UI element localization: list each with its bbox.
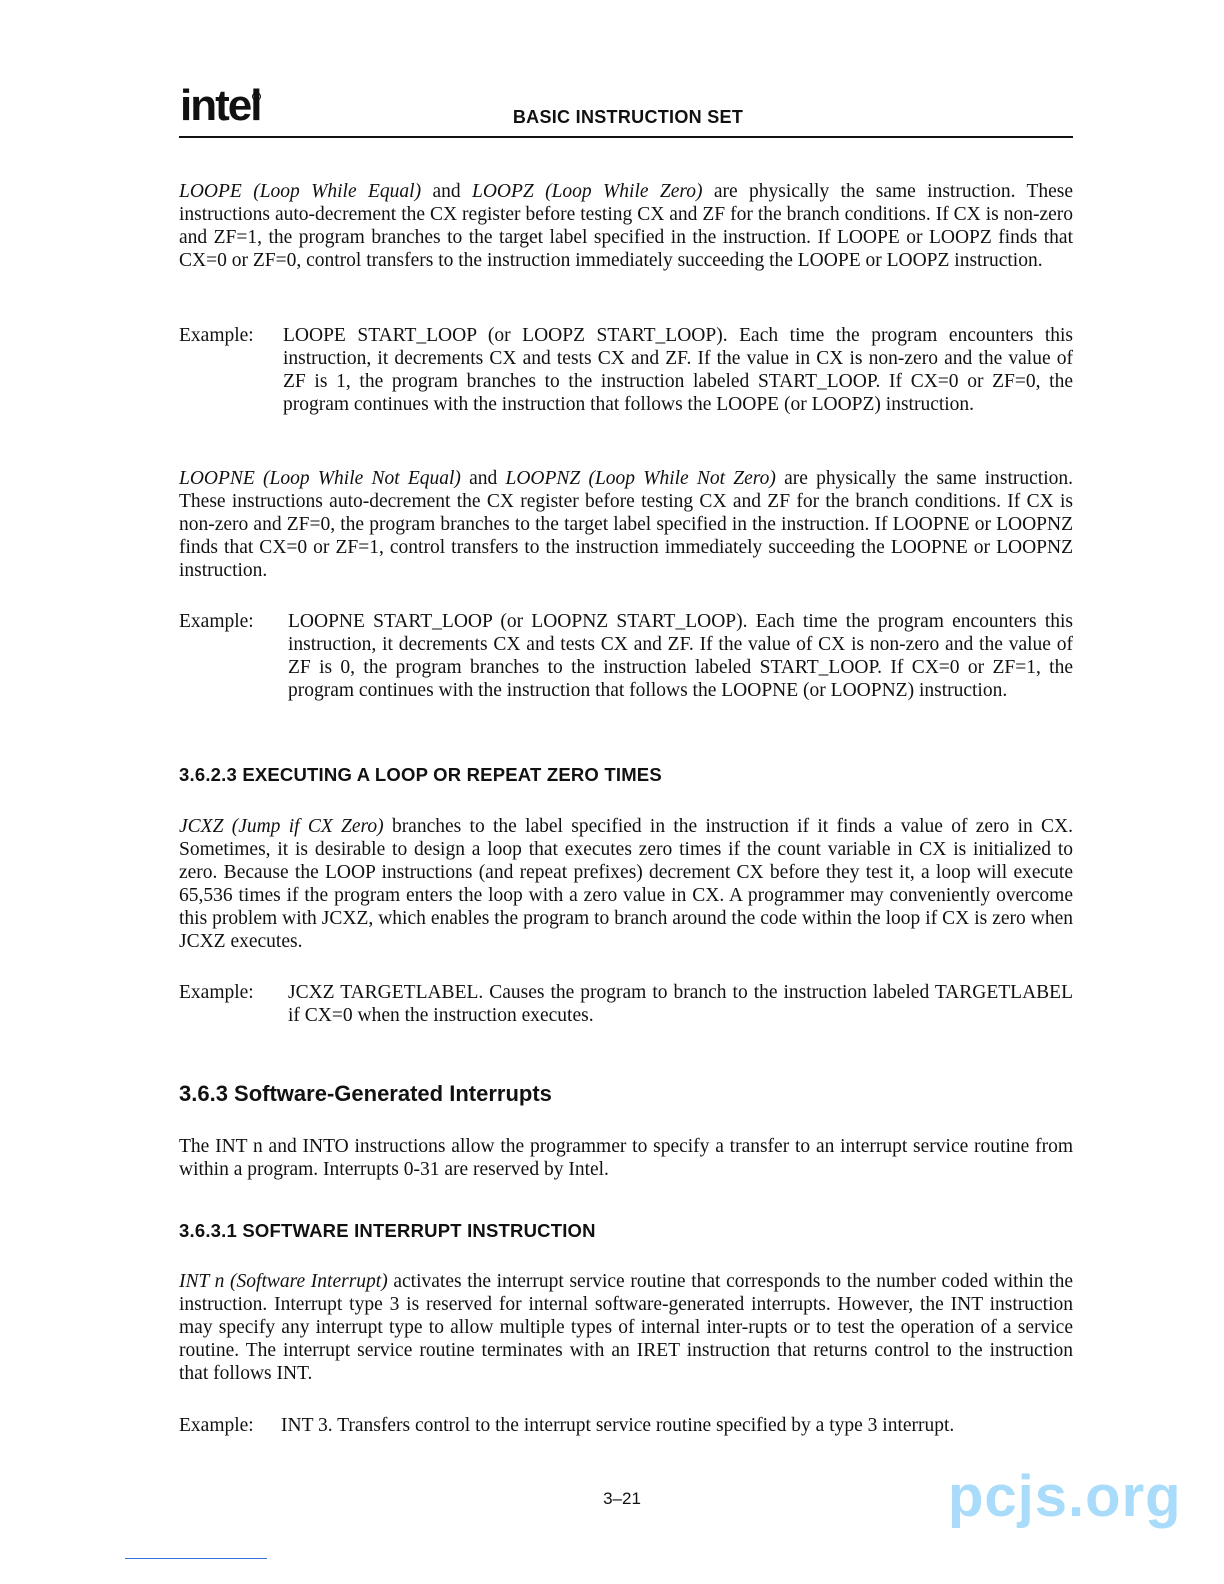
header-rule — [179, 136, 1073, 138]
page-number: 3–21 — [603, 1489, 641, 1508]
paragraph-body: activates the interrupt service routine that corresponds to the number coded within the instruction. Interrupt type 3 is reserved for internal software-generated interrupts. However, the INT instruction may specify any interrupt type to allow multiple types of internal inter-rupts or to test the operation of a service routine. The interrupt service routine terminates with an IRET instruction that returns control to the instruction that follows INT. — [179, 1271, 1073, 1384]
paragraph-body: branches to the label specified in the instruction if it finds a value of zero in CX. Sometimes, it is desirable to design a loop that executes zero times if the count variable in CX is initialized to zero. Because the LOOP instructions (and repeat prefixes) decrement CX before they test it, a loop will execute 65,536 times if the program enters the loop with a zero value in CX. A programmer may conveniently overcome this problem with JCXZ, which enables the program to branch around the code within the loop if CX is zero when JCXZ executes. — [179, 816, 1073, 952]
example-int-n — [179, 1414, 1073, 1437]
heading-3-6-3: 3.6.3 Software-Generated Interrupts — [179, 1081, 552, 1106]
paragraph-int-n — [179, 1270, 1073, 1385]
paragraph-jcxz — [179, 815, 1073, 953]
paragraph-loopne — [179, 467, 1073, 582]
example-text: JCXZ TARGETLABEL. Causes the program to branch to the instruction labeled TARGETLABEL if CX=0 when the instruction executes. — [288, 982, 1073, 1026]
conjunction: and — [421, 181, 472, 202]
term-jcxz: JCXZ (Jump if CX Zero) — [179, 816, 384, 837]
intel-logo: intel — [180, 81, 261, 130]
example-text: INT 3. Transfers control to the interrupt service routine specified by a type 3 interrupt. — [281, 1415, 955, 1436]
term-loope: LOOPE (Loop While Equal) — [179, 181, 422, 202]
example-text: LOOPNE START_LOOP (or LOOPNZ START_LOOP). Each time the program encounters this instruction, it decrements CX and tests CX and ZF. If the value of CX is non-zero and the value of ZF is 0, the program branches to the instruction labeled START_LOOP. If CX=0 or ZF=1, the program continues with the instruction that follows the LOOPNE (or LOOPNZ) instruction. — [288, 611, 1073, 701]
paragraph-body: are physically the same instruction. These instructions auto-decrement the CX register before testing CX and ZF for the branch conditions. If CX is non-zero and ZF=1, the program branches to the target label specified in the instruction. If LOOPE or LOOPZ finds that CX=0 or ZF=0, control transfers to the instruction immediately succeeding the LOOPE or LOOPZ instruction. — [179, 181, 1074, 271]
example-loopne — [179, 610, 1073, 702]
term-loopz: LOOPZ (Loop While Zero) — [471, 181, 703, 202]
example-loope — [179, 324, 1073, 416]
registered-mark-icon — [252, 92, 261, 101]
term-loopnz: LOOPNZ (Loop While Not Zero) — [505, 468, 776, 489]
bottom-link-rule — [125, 1558, 267, 1559]
paragraph-body: are physically the same instruction. These instructions auto-decrement the CX register before testing CX and ZF for the branch conditions. If CX is non-zero and ZF=0, the program branches to the target label specified in the instruction. If LOOPNE or LOOPNZ finds that CX=0 or ZF=1, control transfers to the instruction immediately succeeding the LOOPNE or LOOPNZ instruction. — [179, 468, 1073, 581]
paragraph-loope — [179, 180, 1073, 272]
term-int-n: INT n (Software Interrupt) — [179, 1271, 388, 1292]
heading-3-6-3-1: 3.6.3.1 SOFTWARE INTERRUPT INSTRUCTION — [179, 1220, 596, 1241]
running-head: BASIC INSTRUCTION SET — [512, 107, 744, 127]
example-label: Example: — [179, 982, 254, 1003]
example-jcxz — [179, 981, 1073, 1027]
example-label: Example: — [179, 1415, 254, 1436]
heading-3-6-2-3: 3.6.2.3 EXECUTING A LOOP OR REPEAT ZERO TIMES — [179, 764, 662, 785]
example-label: Example: — [179, 325, 254, 346]
pcjs-watermark: pcjs.org — [948, 1464, 1182, 1529]
term-loopne: LOOPNE (Loop While Not Equal) — [179, 468, 461, 489]
paragraph-interrupts-intro: The INT n and INTO instructions allow the programmer to specify a transfer to an interrupt service routine from within a program. Interrupts 0-31 are reserved by Intel. — [179, 1136, 1073, 1180]
example-text: LOOPE START_LOOP (or LOOPZ START_LOOP). Each time the program encounters this instruction, it decrements CX and tests CX and ZF. If the value in CX is non-zero and the value of ZF is 1, the program branches to the instruction labeled START_LOOP. If CX=0 or ZF=0, the program continues with the instruction that follows the LOOPE (or LOOPZ) instruction. — [283, 325, 1073, 415]
example-label: Example: — [179, 611, 254, 632]
conjunction: and — [460, 468, 506, 489]
